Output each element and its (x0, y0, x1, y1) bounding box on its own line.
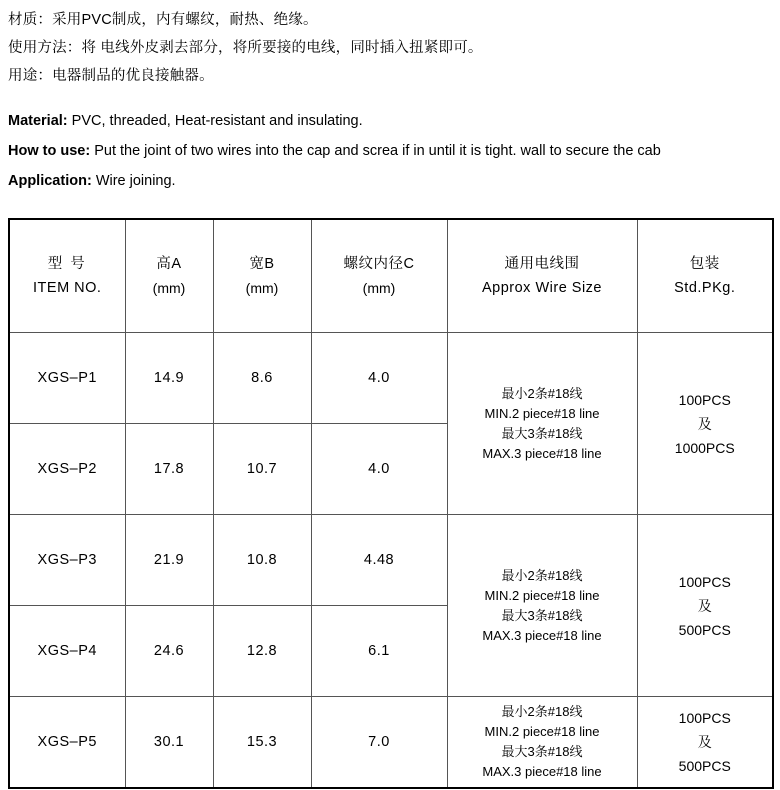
cell-packaging (637, 333, 773, 515)
packaging-line-1: 100PCS (678, 573, 731, 590)
header-packaging-en: Std.PKg. (674, 280, 736, 296)
cell-packaging (637, 515, 773, 697)
english-note-howtouse-text: Put the joint of two wires into the cap and screa if in until it is tight. wall to secure the cab (94, 143, 661, 159)
cell-height-a: 24.6 (125, 606, 213, 697)
wire-size-cn-min: 最小2条#18线 (501, 704, 583, 719)
wire-size-en-min: MIN.2 piece#18 line (484, 724, 600, 739)
table-body (9, 333, 773, 789)
english-note-application-text: Wire joining. (95, 173, 176, 189)
english-note-material-label: Material: (8, 113, 68, 129)
wire-size-cn-max: 最大3条#18线 (501, 607, 583, 623)
table-row (9, 515, 773, 606)
cell-height-a: 21.9 (125, 515, 213, 606)
table-row (9, 697, 773, 789)
cell-height-a: 17.8 (125, 424, 213, 515)
specification-table-wrapper (8, 218, 772, 789)
header-thread-diameter-c-unit: (mm) (362, 280, 396, 296)
header-height-a-cn: 高A (156, 256, 182, 272)
english-note-application (8, 166, 772, 196)
packaging-line-3: 1000PCS (674, 439, 735, 456)
chinese-note-material-text: 采用PVC制成，内有螺纹，耐热、绝缘。 (52, 12, 318, 28)
cell-width-b: 12.8 (213, 606, 311, 697)
header-width-b-cn: 宽B (249, 256, 275, 272)
cell-thread-c: 4.0 (311, 333, 447, 424)
packaging-line-1: 100PCS (678, 710, 731, 726)
english-note-material (8, 106, 772, 136)
cell-wire-size (447, 515, 637, 697)
header-packaging-cn: 包装 (689, 256, 720, 272)
english-note-howtouse (8, 136, 772, 166)
cell-thread-c: 4.0 (311, 424, 447, 515)
packaging-line-3: 500PCS (678, 621, 731, 638)
cell-model: XGS–P3 (9, 515, 125, 606)
wire-size-en-max: MAX.3 piece#18 line (482, 764, 602, 779)
chinese-note-material (8, 6, 772, 34)
packaging-line-3: 500PCS (678, 758, 731, 774)
chinese-note-howtouse-text: 将 电线外皮剥去部分，将所要接的电线，同时插入扭紧即可。 (81, 40, 483, 56)
header-width-b-unit: (mm) (245, 280, 279, 296)
wire-size-cn-max: 最大3条#18线 (501, 425, 583, 441)
cell-wire-size (447, 333, 637, 515)
cell-height-a: 30.1 (125, 697, 213, 789)
table-header-row (9, 219, 773, 333)
chinese-note-application (8, 62, 772, 90)
english-notes (8, 90, 772, 196)
chinese-note-application-label: 用途： (8, 68, 53, 84)
wire-size-cn-max: 最大3条#18线 (501, 744, 583, 759)
wire-size-cn-min: 最小2条#18线 (501, 385, 583, 401)
cell-width-b: 15.3 (213, 697, 311, 789)
packaging-line-2: 及 (697, 734, 712, 750)
header-thread-diameter-c-cn: 螺纹内径C (343, 256, 415, 272)
header-item-no-en: ITEM NO. (33, 280, 102, 296)
chinese-note-howtouse (8, 34, 772, 62)
english-note-application-label: Application: (8, 173, 92, 189)
header-item-no (9, 219, 125, 333)
wire-size-en-max: MAX.3 piece#18 line (482, 445, 602, 461)
specification-table (8, 218, 774, 789)
header-item-no-cn: 型 号 (47, 256, 87, 272)
cell-width-b: 10.8 (213, 515, 311, 606)
header-wire-size-en: Approx Wire Size (481, 280, 602, 296)
wire-size-en-min: MIN.2 piece#18 line (484, 587, 600, 603)
packaging-line-2: 及 (697, 415, 712, 432)
header-width-b (213, 219, 311, 333)
cell-model: XGS–P5 (9, 697, 125, 789)
cell-height-a: 14.9 (125, 333, 213, 424)
cell-model: XGS–P4 (9, 606, 125, 697)
header-height-a-unit: (mm) (152, 280, 186, 296)
table-row (9, 333, 773, 424)
cell-thread-c: 7.0 (311, 697, 447, 789)
header-wire-size-cn: 通用电线围 (504, 256, 580, 272)
cell-width-b: 8.6 (213, 333, 311, 424)
cell-model: XGS–P2 (9, 424, 125, 515)
english-note-material-text: PVC, threaded, Heat-resistant and insulating. (71, 113, 363, 129)
wire-size-en-min: MIN.2 piece#18 line (484, 405, 600, 421)
cell-thread-c: 6.1 (311, 606, 447, 697)
cell-packaging (637, 697, 773, 789)
header-height-a (125, 219, 213, 333)
header-thread-diameter-c (311, 219, 447, 333)
wire-size-cn-min: 最小2条#18线 (501, 567, 583, 583)
wire-size-en-max: MAX.3 piece#18 line (482, 627, 602, 643)
cell-width-b: 10.7 (213, 424, 311, 515)
cell-thread-c: 4.48 (311, 515, 447, 606)
packaging-line-1: 100PCS (678, 391, 731, 408)
english-note-howtouse-label: How to use: (8, 143, 91, 159)
header-wire-size (447, 219, 637, 333)
cell-model: XGS–P1 (9, 333, 125, 424)
chinese-note-application-text: 电器制品的优良接触器。 (52, 68, 214, 84)
packaging-line-2: 及 (697, 597, 712, 614)
chinese-note-material-label: 材质： (8, 12, 53, 28)
cell-wire-size (447, 697, 637, 789)
table-header (9, 219, 773, 333)
chinese-note-howtouse-label: 使用方法： (8, 40, 82, 56)
header-packaging (637, 219, 773, 333)
chinese-notes (8, 0, 772, 90)
